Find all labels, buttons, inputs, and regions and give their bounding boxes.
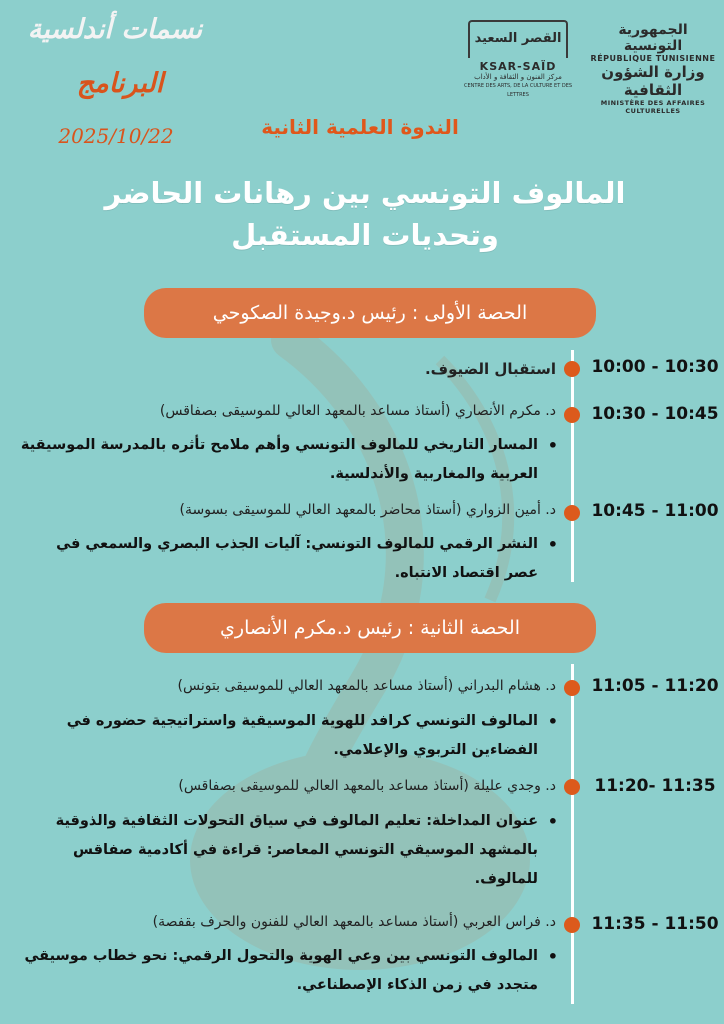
topic-line: عنوان المداخلة: تعليم المالوف في سياق التحولات الثقافية والذوقية bbox=[55, 813, 538, 829]
item-text: استقبال الضيوف. bbox=[424, 360, 556, 378]
timeline-dot bbox=[564, 505, 580, 521]
republic-arabic: الجمهورية التونسية bbox=[618, 22, 688, 54]
ksar-said-logo bbox=[463, 20, 573, 100]
topic-line: النشر الرقمي للمالوف التونسي: آليات الجذب البصري والسمعي في bbox=[56, 536, 538, 552]
topic-bullet bbox=[4, 807, 560, 894]
speaker-line: د. وجدي عليلة (أستاذ مساعد بالمعهد العالي للموسيقى بصفاقس) bbox=[178, 778, 556, 794]
time-slot: 10:45 - 11:00 bbox=[591, 501, 719, 521]
time-slot: 11:35 - 11:50 bbox=[591, 914, 719, 934]
speaker-line: د. مكرم الأنصاري (أستاذ مساعد بالمعهد العالي للموسيقى بصفاقس) bbox=[159, 403, 556, 419]
bullet-icon: • bbox=[547, 712, 558, 731]
program-label: البرنامج bbox=[76, 68, 164, 99]
timeline-line-2 bbox=[571, 664, 574, 1004]
timeline-dot bbox=[564, 779, 580, 795]
bullet-icon: • bbox=[547, 812, 558, 831]
timeline-dot bbox=[564, 407, 580, 423]
topic-bullet bbox=[4, 431, 560, 489]
topic-line: المسار التاريخي للمالوف التونسي وأهم ملامح تأثره بالمدرسة الموسيقية bbox=[20, 437, 538, 453]
speaker-line: د. أمين الزواري (أستاذ محاضر بالمعهد العالي للموسيقى بسوسة) bbox=[179, 502, 556, 518]
ksar-latin-name: KSAR-SAÏD bbox=[479, 60, 557, 73]
bullet-icon: • bbox=[547, 947, 558, 966]
topic-line: المالوف التونسي كرافد للهوية الموسيقية واستراتيجية حضوره في bbox=[66, 713, 538, 729]
time-slot: 10:00 - 10:30 bbox=[591, 357, 719, 377]
ministry-logo bbox=[588, 22, 718, 115]
topic-line: المالوف التونسي بين وعي الهوية والتحول الرقمي: نحو خطاب موسيقي bbox=[24, 948, 538, 964]
ksar-tagline: مركز الفنون و الثقافة و الأداب bbox=[474, 73, 562, 81]
main-title bbox=[80, 172, 650, 256]
time-slot: 11:20- 11:35 bbox=[594, 776, 716, 796]
topic-bullet bbox=[4, 942, 560, 1000]
timeline-dot bbox=[564, 917, 580, 933]
session-banner-1: الحصة الأولى : رئيس د.وجيدة الصكوحي bbox=[144, 288, 596, 338]
topic-bullet bbox=[4, 707, 560, 765]
ministry-arabic: وزارة الشؤون الثقافية bbox=[601, 63, 705, 99]
topic-line: بالمشهد الموسيقي التونسي المعاصر: قراءة في أكادمية صفاقس bbox=[73, 842, 538, 858]
event-date: 2025/10/22 bbox=[58, 124, 174, 148]
main-title-line-2: وتحديات المستقبل bbox=[231, 218, 499, 252]
topic-line: متجدد في زمن الذكاء الإصطناعي. bbox=[296, 977, 538, 993]
bullet-icon: • bbox=[547, 436, 558, 455]
republic-french: RÉPUBLIQUE TUNISIENNE bbox=[590, 54, 716, 63]
brand-title: نسمات أندلسية bbox=[27, 14, 203, 45]
time-slot: 10:30 - 10:45 bbox=[591, 404, 719, 424]
time-slot: 11:05 - 11:20 bbox=[591, 676, 719, 696]
topic-line: العربية والمغاربية والأندلسية. bbox=[329, 466, 538, 482]
session-banner-2: الحصة الثانية : رئيس د.مكرم الأنصاري bbox=[144, 603, 596, 653]
ministry-french: MINISTÈRE DES AFFAIRES CULTURELLES bbox=[600, 99, 706, 115]
ksar-arabic-name: القصر السعيد bbox=[468, 20, 568, 58]
timeline-dot bbox=[564, 361, 580, 377]
bullet-icon: • bbox=[547, 535, 558, 554]
ksar-tagline-fr: CENTRE DES ARTS, DE LA CULTURE ET DES LETTRES bbox=[463, 83, 573, 98]
timeline-dot bbox=[564, 680, 580, 696]
speaker-line: د. فراس العربي (أستاذ مساعد بالمعهد العالي للفنون والحرف بقفصة) bbox=[152, 914, 556, 930]
event-label: الندوة العلمية الثانية bbox=[261, 115, 459, 139]
topic-bullet bbox=[4, 530, 560, 588]
topic-line: الفضاءين التربوي والإعلامي. bbox=[333, 742, 538, 758]
topic-line: للمالوف. bbox=[474, 871, 538, 887]
timeline-line-1 bbox=[571, 350, 574, 582]
main-title-line-1: المالوف التونسي بين رهانات الحاضر bbox=[104, 176, 626, 210]
speaker-line: د. هشام البدراني (أستاذ مساعد بالمعهد العالي للموسيقى بتونس) bbox=[177, 678, 556, 694]
topic-line: عصر اقتصاد الانتباه. bbox=[394, 565, 538, 581]
